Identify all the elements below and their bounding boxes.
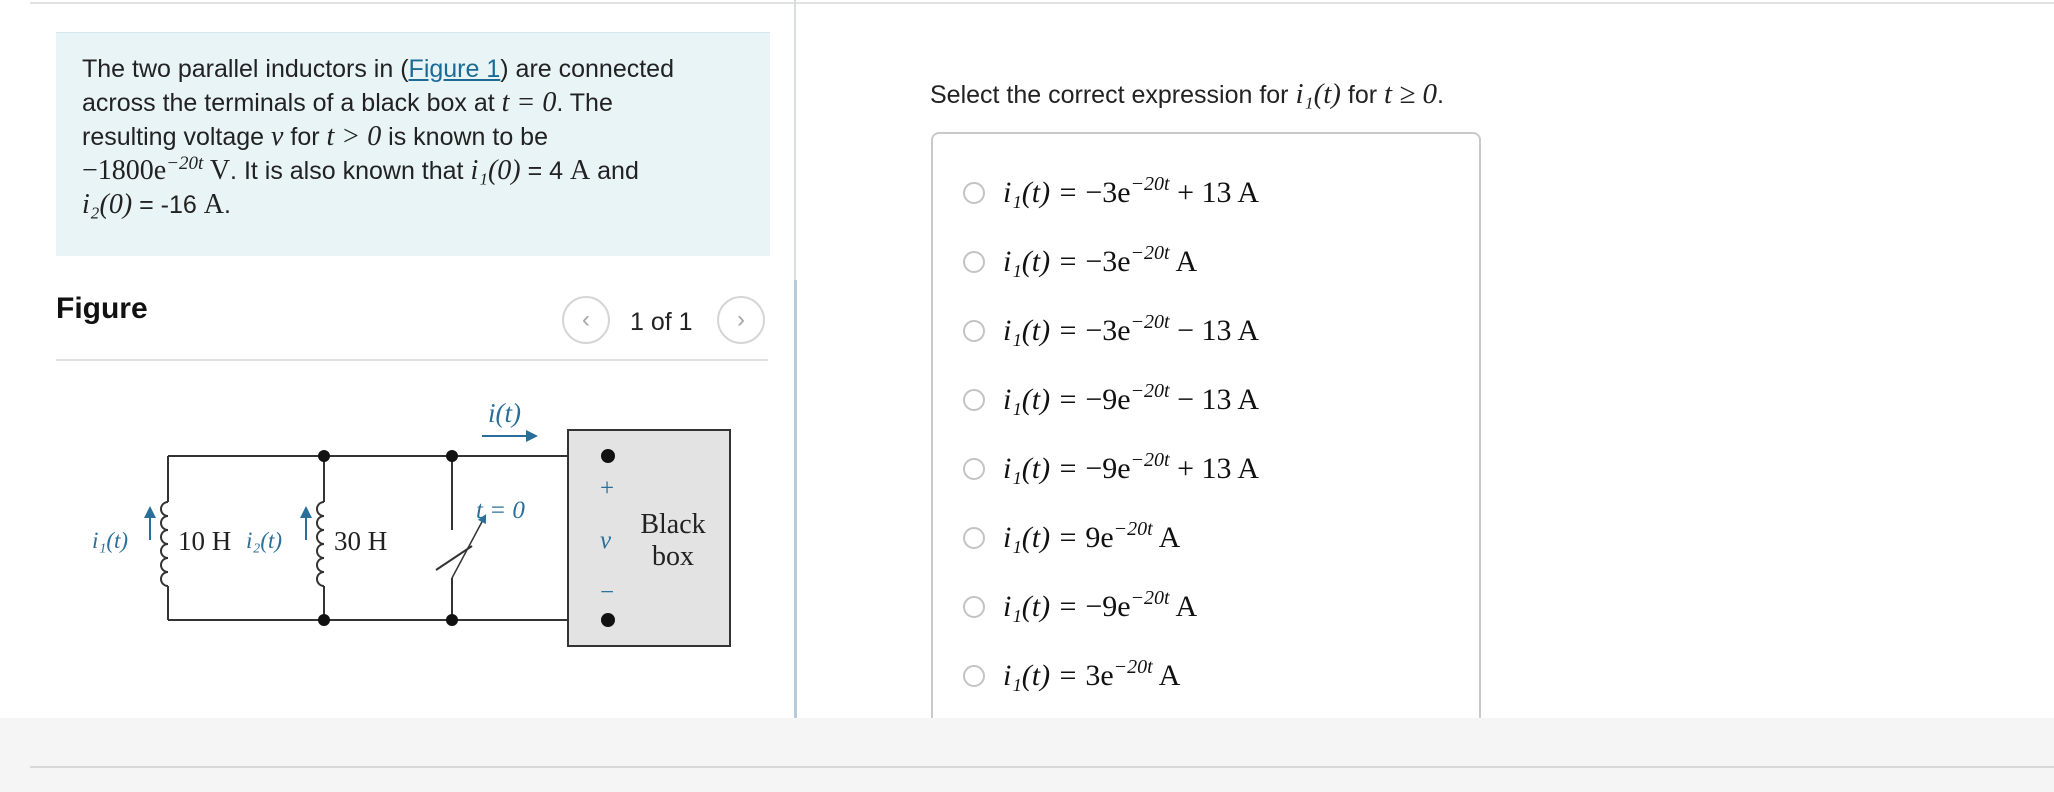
radio-button[interactable]: [963, 389, 985, 411]
answer-options: [931, 132, 1481, 752]
math-i2-zero: i₂(0): [82, 189, 133, 220]
option-exponent: −20t: [1130, 380, 1170, 402]
math-i1-zero: i₁(0): [470, 155, 521, 186]
node: [318, 450, 330, 462]
label-v: v: [600, 527, 612, 554]
question-prompt: [930, 78, 1444, 111]
label-switch-time: t = 0: [476, 497, 525, 524]
option-base: −3e: [1085, 314, 1131, 347]
option-exponent: −20t: [1130, 242, 1170, 264]
problem-text-part: = -16: [132, 191, 204, 219]
option-label: [1003, 311, 1260, 348]
problem-text-part: and: [590, 157, 639, 185]
answer-option[interactable]: [963, 306, 1463, 356]
label-inductor-2: 30 H: [334, 526, 388, 556]
math-t-equals-zero: t = 0: [501, 87, 557, 118]
answer-option[interactable]: [963, 444, 1463, 494]
option-label: [1003, 242, 1198, 279]
problem-statement: [56, 32, 770, 256]
option-label: [1003, 518, 1181, 555]
terminal-plus: [601, 449, 615, 463]
option-base: −9e: [1085, 383, 1131, 416]
option-lhs: i₁(t) =: [1003, 590, 1086, 623]
circuit-diagram: [80, 380, 740, 670]
voltage-unit: V: [203, 155, 231, 186]
option-exponent: −20t: [1113, 656, 1153, 678]
unit-ampere: A: [203, 189, 224, 220]
question-text-part: .: [1437, 81, 1444, 109]
option-exponent: −20t: [1113, 518, 1153, 540]
left-pane: [0, 0, 794, 718]
voltage-expression-exponent: −20t: [166, 153, 204, 174]
problem-text-part: is known to be: [381, 123, 548, 151]
problem-text-part: = 4: [520, 157, 570, 185]
radio-button[interactable]: [963, 527, 985, 549]
footer-rule: [30, 766, 2054, 768]
label-plus: +: [600, 475, 615, 502]
radio-button[interactable]: [963, 182, 985, 204]
problem-text-part: ) are connected: [500, 55, 674, 83]
option-tail: − 13 A: [1169, 314, 1260, 347]
label-inductor-1: 10 H: [178, 526, 232, 556]
node: [446, 450, 458, 462]
option-base: −9e: [1085, 590, 1131, 623]
node: [318, 614, 330, 626]
figure-title: Figure: [56, 292, 148, 325]
radio-button[interactable]: [963, 458, 985, 480]
option-label: [1003, 656, 1181, 693]
option-tail: − 13 A: [1169, 383, 1260, 416]
option-exponent: −20t: [1130, 173, 1170, 195]
option-lhs: i₁(t) =: [1003, 383, 1086, 416]
label-black-box-line1: Black: [640, 509, 706, 540]
math-v: v: [271, 121, 284, 152]
chevron-left-icon: ‹: [582, 306, 590, 333]
footer-band: [0, 718, 2054, 792]
problem-text-part: for: [283, 123, 327, 151]
next-figure-button[interactable]: [717, 296, 765, 344]
option-base: 3e: [1085, 659, 1114, 692]
previous-figure-button[interactable]: [562, 296, 610, 344]
problem-text-part: . The: [556, 89, 613, 117]
radio-button[interactable]: [963, 665, 985, 687]
option-tail: A: [1169, 590, 1198, 623]
option-lhs: i₁(t) =: [1003, 659, 1086, 692]
answer-option[interactable]: [963, 168, 1463, 218]
option-base: −3e: [1085, 245, 1131, 278]
voltage-expression-base: −1800e: [82, 155, 167, 186]
option-tail: + 13 A: [1169, 176, 1260, 209]
figure-link[interactable]: Figure 1: [408, 55, 501, 83]
option-lhs: i₁(t) =: [1003, 452, 1086, 485]
voltage-expression: [82, 155, 230, 186]
problem-text: [82, 53, 752, 222]
radio-button[interactable]: [963, 251, 985, 273]
switch-arrow: [452, 518, 484, 578]
pane-scroll-accent[interactable]: [794, 280, 797, 718]
option-lhs: i₁(t) =: [1003, 176, 1086, 209]
answer-option[interactable]: [963, 375, 1463, 425]
chevron-right-icon: ›: [737, 306, 745, 333]
option-tail: A: [1169, 245, 1198, 278]
problem-text-part: .: [223, 191, 231, 219]
label-i1-t: i₁(t): [92, 528, 129, 553]
label-black-box-line2: box: [652, 541, 694, 572]
math-t-greater-zero: t > 0: [326, 121, 382, 152]
answer-option[interactable]: [963, 513, 1463, 563]
option-lhs: i₁(t) =: [1003, 521, 1086, 554]
node: [446, 614, 458, 626]
unit-ampere: A: [569, 155, 591, 186]
math-i1-t: i₁(t): [1295, 78, 1341, 110]
radio-button[interactable]: [963, 320, 985, 342]
problem-text-part: resulting voltage: [82, 123, 272, 151]
option-label: [1003, 380, 1260, 417]
question-text-part: Select the correct expression for: [930, 81, 1296, 109]
answer-option[interactable]: [963, 651, 1463, 701]
option-exponent: −20t: [1130, 449, 1170, 471]
option-exponent: −20t: [1130, 311, 1170, 333]
option-label: [1003, 587, 1198, 624]
terminal-minus: [601, 613, 615, 627]
option-base: 9e: [1085, 521, 1114, 554]
problem-text-part: . It is also known that: [230, 157, 471, 185]
inductor-2-coil: [317, 502, 324, 586]
option-label: [1003, 449, 1260, 486]
answer-option[interactable]: [963, 237, 1463, 287]
question-text-part: for: [1340, 81, 1385, 109]
answer-option[interactable]: [963, 582, 1463, 632]
option-base: −3e: [1085, 176, 1131, 209]
label-i2-t: i₂(t): [246, 528, 283, 553]
option-tail: A: [1152, 659, 1181, 692]
label-minus: −: [600, 579, 615, 606]
option-lhs: i₁(t) =: [1003, 245, 1086, 278]
option-label: [1003, 173, 1260, 210]
option-lhs: i₁(t) =: [1003, 314, 1086, 347]
option-base: −9e: [1085, 452, 1131, 485]
problem-text-part: across the terminals of a black box at: [82, 89, 502, 117]
problem-text-part: The two parallel inductors in (: [82, 55, 409, 83]
figure-page-indicator: 1 of 1: [630, 308, 693, 336]
option-tail: A: [1152, 521, 1181, 554]
inductor-1-coil: [161, 502, 168, 586]
figure-divider: [56, 359, 768, 361]
label-i-t: i(t): [488, 398, 521, 428]
option-tail: + 13 A: [1169, 452, 1260, 485]
option-exponent: −20t: [1130, 587, 1170, 609]
radio-button[interactable]: [963, 596, 985, 618]
math-condition: t ≥ 0: [1384, 78, 1438, 110]
